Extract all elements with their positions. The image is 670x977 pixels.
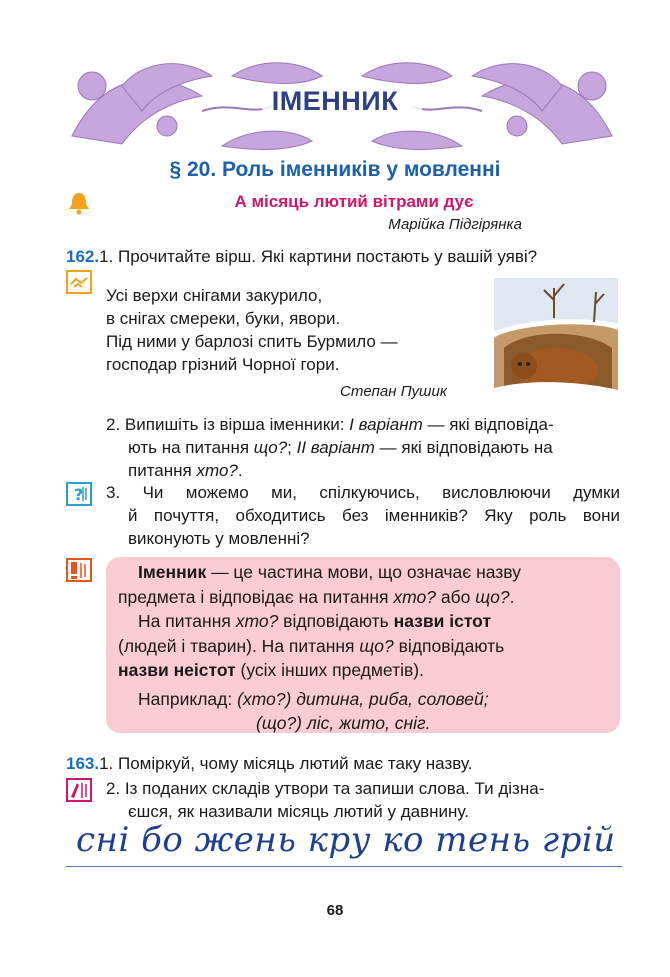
exercise-163-line xyxy=(66,752,472,775)
exercise-number: 163. xyxy=(66,754,100,773)
rule-term: назви неістот xyxy=(118,660,236,680)
epigraph-title: А місяць лютий вітрами дує xyxy=(234,192,474,211)
task-line: 2. Із поданих складів утвори та запиши слова. Ти дізна- xyxy=(106,779,545,798)
rule-fragment: відповідають xyxy=(393,635,505,656)
task-line: виконують у мовленні? xyxy=(128,529,310,548)
rule-fragment: . xyxy=(509,586,515,607)
rule-term: Іменник xyxy=(138,562,207,582)
poem-line: Усі верхи снігами закурило, xyxy=(106,286,323,305)
page-number: 68 xyxy=(326,902,344,919)
question-book-icon xyxy=(66,482,92,506)
task-text: — які відповіда- xyxy=(422,415,554,434)
poem-line: Під ними у барлозі спить Бурмило — xyxy=(106,332,398,351)
svg-text:?: ? xyxy=(74,485,84,504)
rule-fragment: відповідають xyxy=(278,611,394,631)
rule-fragment: — це частина мови, що означає назву xyxy=(206,562,521,582)
variant-label: І варіант xyxy=(349,415,423,434)
rule-term: назви істот xyxy=(393,611,492,631)
cursive-syllables: сні бо жень кру ко тень грій xyxy=(76,820,616,860)
rule-fragment: Наприклад: xyxy=(138,688,238,709)
task-text: — які відповідають на xyxy=(374,438,553,457)
pen-book-icon xyxy=(66,778,92,802)
question-word: хто? xyxy=(393,586,436,607)
task-text: ; xyxy=(287,438,297,457)
exercise-162-task-2 xyxy=(106,413,620,482)
rule-fragment: (людей і тварин). На питання xyxy=(118,635,360,656)
question-word: хто? xyxy=(196,461,238,480)
task-line: й почуття, обходитись без іменників? Яку роль вони xyxy=(128,506,620,525)
task-text: питання xyxy=(128,461,197,480)
poem-line: господар грізний Чорної гори. xyxy=(106,355,340,374)
exercise-task: 1. Прочитайте вірш. Які картини постають у вашій уяві? xyxy=(99,247,538,266)
epigraph-author: Марійка Підгірянка xyxy=(388,216,522,233)
task-text: 2. Випишіть із вірша іменники: xyxy=(106,415,350,434)
question-word: хто? xyxy=(235,611,279,631)
exercise-162-line xyxy=(66,245,537,268)
rule-example: (хто?) дитина, риба, соловей; xyxy=(237,688,489,709)
exercise-163-task-2 xyxy=(106,777,620,823)
rule-example: (що?) ліс, жито, сніг. xyxy=(256,713,431,733)
task-line: 3. Чи можемо ми, спілкуючись, висловлюючи думки xyxy=(106,483,620,502)
question-word: що? xyxy=(359,635,394,656)
poem-author: Степан Пушик xyxy=(340,383,447,400)
poem xyxy=(106,284,398,376)
task-line: єшся, як називали місяць лютий у давнину. xyxy=(128,802,469,821)
task-text: ють на питання xyxy=(128,438,254,457)
handshake-icon xyxy=(66,270,92,294)
question-word: що? xyxy=(475,586,510,607)
rule-text xyxy=(118,560,608,736)
exercise-task: 1. Поміркуй, чому місяць лютий має таку назву. xyxy=(99,754,473,773)
variant-label: ІІ варіант xyxy=(296,438,375,457)
poem-line: в снігах смереки, буки, явори. xyxy=(106,309,341,328)
bear-den-illustration xyxy=(494,278,618,402)
rule-fragment: На питання xyxy=(138,611,236,631)
task-text: . xyxy=(237,461,243,480)
exercise-162-task-3 xyxy=(106,481,620,550)
writing-baseline xyxy=(66,866,622,867)
rule-fragment: предмета і відповідає на питання xyxy=(118,586,394,607)
question-word: що? xyxy=(253,438,288,457)
exercise-number: 162. xyxy=(66,247,100,266)
rule-fragment: (усіх інших предметів). xyxy=(235,660,424,680)
rule-exclamation-icon xyxy=(66,558,92,582)
section-title: § 20. Роль іменників у мовленні xyxy=(169,158,501,181)
chapter-title: ІМЕННИК xyxy=(271,86,399,116)
rule-fragment: або xyxy=(435,586,476,607)
